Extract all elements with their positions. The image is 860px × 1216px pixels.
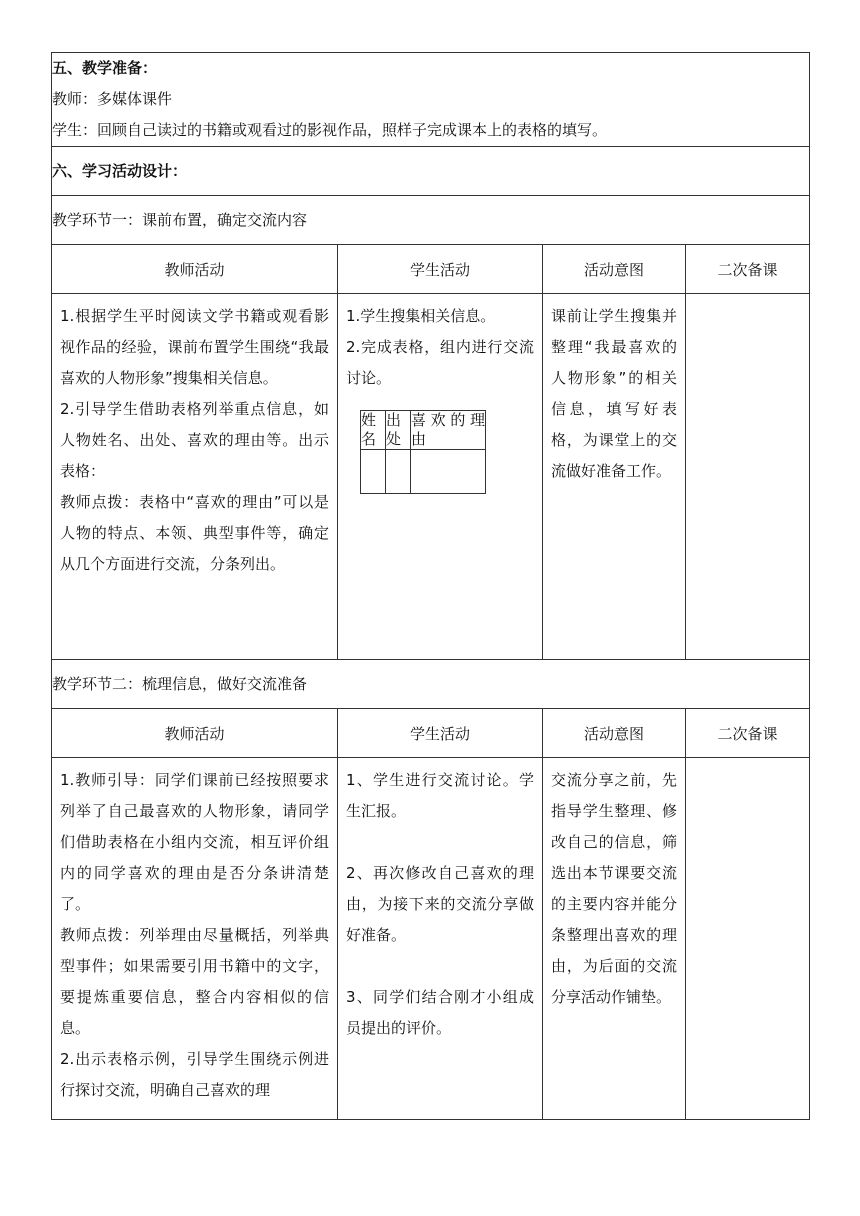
header-teacher-activity: 教师活动 [52, 709, 338, 758]
reference-mini-table [360, 410, 486, 494]
header-student-activity: 学生活动 [338, 245, 543, 294]
section-activity-design [52, 147, 810, 196]
stage2-student-text1: 1、学生进行交流讨论。学生汇报。 [346, 771, 534, 820]
stage2-teacher-text: 1.教师引导：同学们课前已经按照要求列举了自己最喜欢的人物形象，请同学们借助表格在小组内交流，相互评价组内的同学喜欢的理由是否分条讲清楚了。 [60, 771, 329, 913]
mini-empty-cell [361, 450, 386, 494]
mini-col-reason: 喜欢的理由 [411, 411, 485, 448]
section5-title: 五、教学准备： [52, 59, 158, 77]
section6-title: 六、学习活动设计： [52, 162, 188, 180]
stage1-intent-text: 课前让学生搜集并整理“我最喜欢的人物形象”的相关信息，填写好表格，为课堂上的交流做好准备工作。 [551, 307, 677, 480]
mini-empty-cell [386, 450, 411, 494]
stage2-title: 教学环节二：梳理信息，做好交流准备 [52, 660, 810, 709]
stage2-teacher-text3: 2.出示表格示例，引导学生围绕示例进行探讨交流，明确自己喜欢的理 [60, 1050, 329, 1099]
stage2-teacher-text2: 教师点拨：列举理由尽量概括，列举典型事件；如果需要引用书籍中的文字，要提炼重要信息，整合内容相似的信息。 [60, 926, 329, 1037]
stage1-intent-cell [543, 294, 686, 660]
stage1-student-text2: 2.完成表格，组内进行交流讨论。 [346, 338, 534, 387]
stage1-teacher-text3: 教师点拨：表格中“喜欢的理由”可以是人物的特点、本领、典型事件等，确定从几个方面进行交流，分条列出。 [60, 493, 329, 573]
mini-empty-cell [411, 450, 486, 494]
section5-teacher-line: 教师：多媒体课件 [52, 90, 173, 108]
stage1-header-row [52, 245, 810, 294]
stage2-intent-text: 交流分享之前，先指导学生整理、修改自己的信息，筛选出本节课要交流的主要内容并能分条整理出喜欢的理由，为后面的交流分享活动作铺垫。 [551, 771, 677, 1006]
header-second-prep: 二次备课 [686, 709, 810, 758]
stage2-header-row [52, 709, 810, 758]
stage2-second-prep-cell [686, 758, 810, 1120]
section5-student-line: 学生：回顾自己读过的书籍或观看过的影视作品，照样子完成课本上的表格的填写。 [52, 121, 608, 139]
header-student-activity: 学生活动 [338, 709, 543, 758]
stage1-content-row [52, 294, 810, 660]
stage2-intent-cell [543, 758, 686, 1120]
stage1-teacher-text2: 2.引导学生借助表格列举重点信息，如人物姓名、出处、喜欢的理由等。出示表格： [60, 400, 329, 480]
stage2-student-text3: 3、同学们结合刚才小组成员提出的评价。 [346, 988, 534, 1037]
mini-col-source: 出处 [386, 411, 411, 450]
section-teaching-preparation [52, 53, 810, 147]
stage1-teacher-text: 1.根据学生平时阅读文学书籍或观看影视作品的经验，课前布置学生围绕“我最喜欢的人物形象”搜集相关信息。 [60, 307, 329, 387]
stage2-teacher-cell [52, 758, 338, 1120]
header-teacher-activity: 教师活动 [52, 245, 338, 294]
header-activity-intent: 活动意图 [543, 709, 686, 758]
stage2-student-cell [338, 758, 543, 1120]
stage1-student-text1: 1.学生搜集相关信息。 [346, 307, 496, 325]
stage1-teacher-cell [52, 294, 338, 660]
header-activity-intent: 活动意图 [543, 245, 686, 294]
stage1-title: 教学环节一：课前布置，确定交流内容 [52, 196, 810, 245]
stage1-second-prep-cell [686, 294, 810, 660]
stage2-content-row [52, 758, 810, 1120]
header-second-prep: 二次备课 [686, 245, 810, 294]
stage1-student-cell [338, 294, 543, 660]
stage2-student-text2: 2、再次修改自己喜欢的理由，为接下来的交流分享做好准备。 [346, 864, 534, 944]
lesson-plan-page [51, 52, 809, 1120]
mini-col-name: 姓名 [361, 411, 386, 450]
lesson-plan-table [51, 52, 810, 1120]
